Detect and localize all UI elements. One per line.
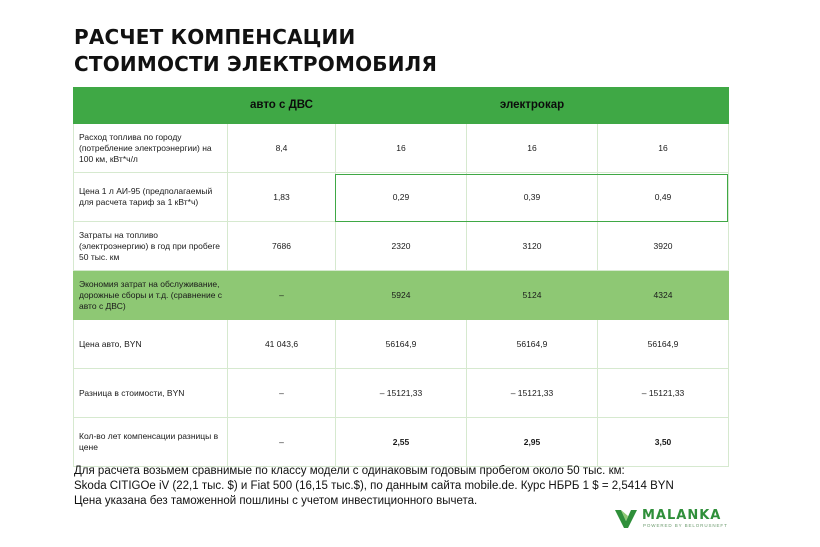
logo-tagline: POWERED BY BELORUSNEFT [643, 523, 728, 528]
cell-ev-2: 3120 [467, 222, 598, 271]
cell-ev-1: 16 [336, 124, 467, 173]
cell-ev-2: 0,39 [467, 173, 598, 222]
cell-ice: 7686 [228, 222, 336, 271]
cell-ev-1: 5924 [336, 271, 467, 320]
row-label: Кол-во лет компенсации разницы в цене [74, 418, 228, 467]
title-line-1: РАСЧЕТ КОМПЕНСАЦИИ [74, 25, 356, 49]
table-row [74, 320, 729, 369]
cell-ice: 8,4 [228, 124, 336, 173]
table-row [74, 369, 729, 418]
row-label: Расход топлива по городу (потребление электроэнергии) на 100 км, кВт*ч/л [74, 124, 228, 173]
row-label: Затраты на топливо (электроэнергию) в год при пробеге 50 тыс. км [74, 222, 228, 271]
row-label: Цена 1 л АИ-95 (предполагаемый для расчета тариф за 1 кВт*ч) [74, 173, 228, 222]
cell-ice: – [228, 418, 336, 467]
table-row [74, 173, 729, 222]
cell-ev-1: – 15121,33 [336, 369, 467, 418]
footnote-line-2: Skoda CITIGOe iV (22,1 тыс. $) и Fiat 500 (16,15 тыс.$), по данным сайта mobile.de. Курс НБРБ 1 $ = 2,5414 BYN [74, 480, 674, 492]
row-label: Цена авто, BYN [74, 320, 228, 369]
comparison-table [73, 87, 729, 467]
cell-ev-3: – 15121,33 [598, 369, 729, 418]
cell-ev-1: 0,29 [336, 173, 467, 222]
logo-name: MALANKA [642, 508, 722, 523]
header-empty-cell [74, 88, 228, 124]
cell-ev-2: 2,95 [467, 418, 598, 467]
footnote-line-3: Цена указана без таможенной пошлины с учетом инвестиционного вычета. [74, 495, 478, 507]
cell-ev-3: 56164,9 [598, 320, 729, 369]
cell-ev-1: 2,55 [336, 418, 467, 467]
brand-logo [614, 506, 744, 532]
table-row [74, 222, 729, 271]
cell-ev-2: 5124 [467, 271, 598, 320]
row-label: Экономия затрат на обслуживание, дорожные сборы и т.д. (сравнение с авто с ДВС) [74, 271, 228, 320]
table-header-row [74, 88, 729, 124]
table-row [74, 418, 729, 467]
cell-ev-2: 16 [467, 124, 598, 173]
cell-ev-2: – 15121,33 [467, 369, 598, 418]
footnote-line-1: Для расчета возьмем сравнимые по классу модели с одинаковым годовым пробегом около 50 тыс. км: [74, 465, 625, 477]
cell-ev-3: 3920 [598, 222, 729, 271]
cell-ev-1: 2320 [336, 222, 467, 271]
cell-ice: 1,83 [228, 173, 336, 222]
header-electric-car: электрокар [336, 88, 729, 124]
cell-ev-3: 4324 [598, 271, 729, 320]
table-row [74, 124, 729, 173]
cell-ev-3: 3,50 [598, 418, 729, 467]
cell-ev-1: 56164,9 [336, 320, 467, 369]
cell-ev-3: 16 [598, 124, 729, 173]
row-label: Разница в стоимости, BYN [74, 369, 228, 418]
cell-ev-2: 56164,9 [467, 320, 598, 369]
cell-ev-3: 0,49 [598, 173, 729, 222]
title-line-2: СТОИМОСТИ ЭЛЕКТРОМОБИЛЯ [74, 52, 438, 76]
cell-ice: 41 043,6 [228, 320, 336, 369]
header-ice-car: авто с ДВС [228, 88, 336, 124]
malanka-logo-icon [614, 506, 638, 530]
cell-ice: – [228, 271, 336, 320]
page-title [74, 24, 437, 78]
footnote [74, 464, 754, 509]
table-row-highlighted [74, 271, 729, 320]
cell-ice: – [228, 369, 336, 418]
